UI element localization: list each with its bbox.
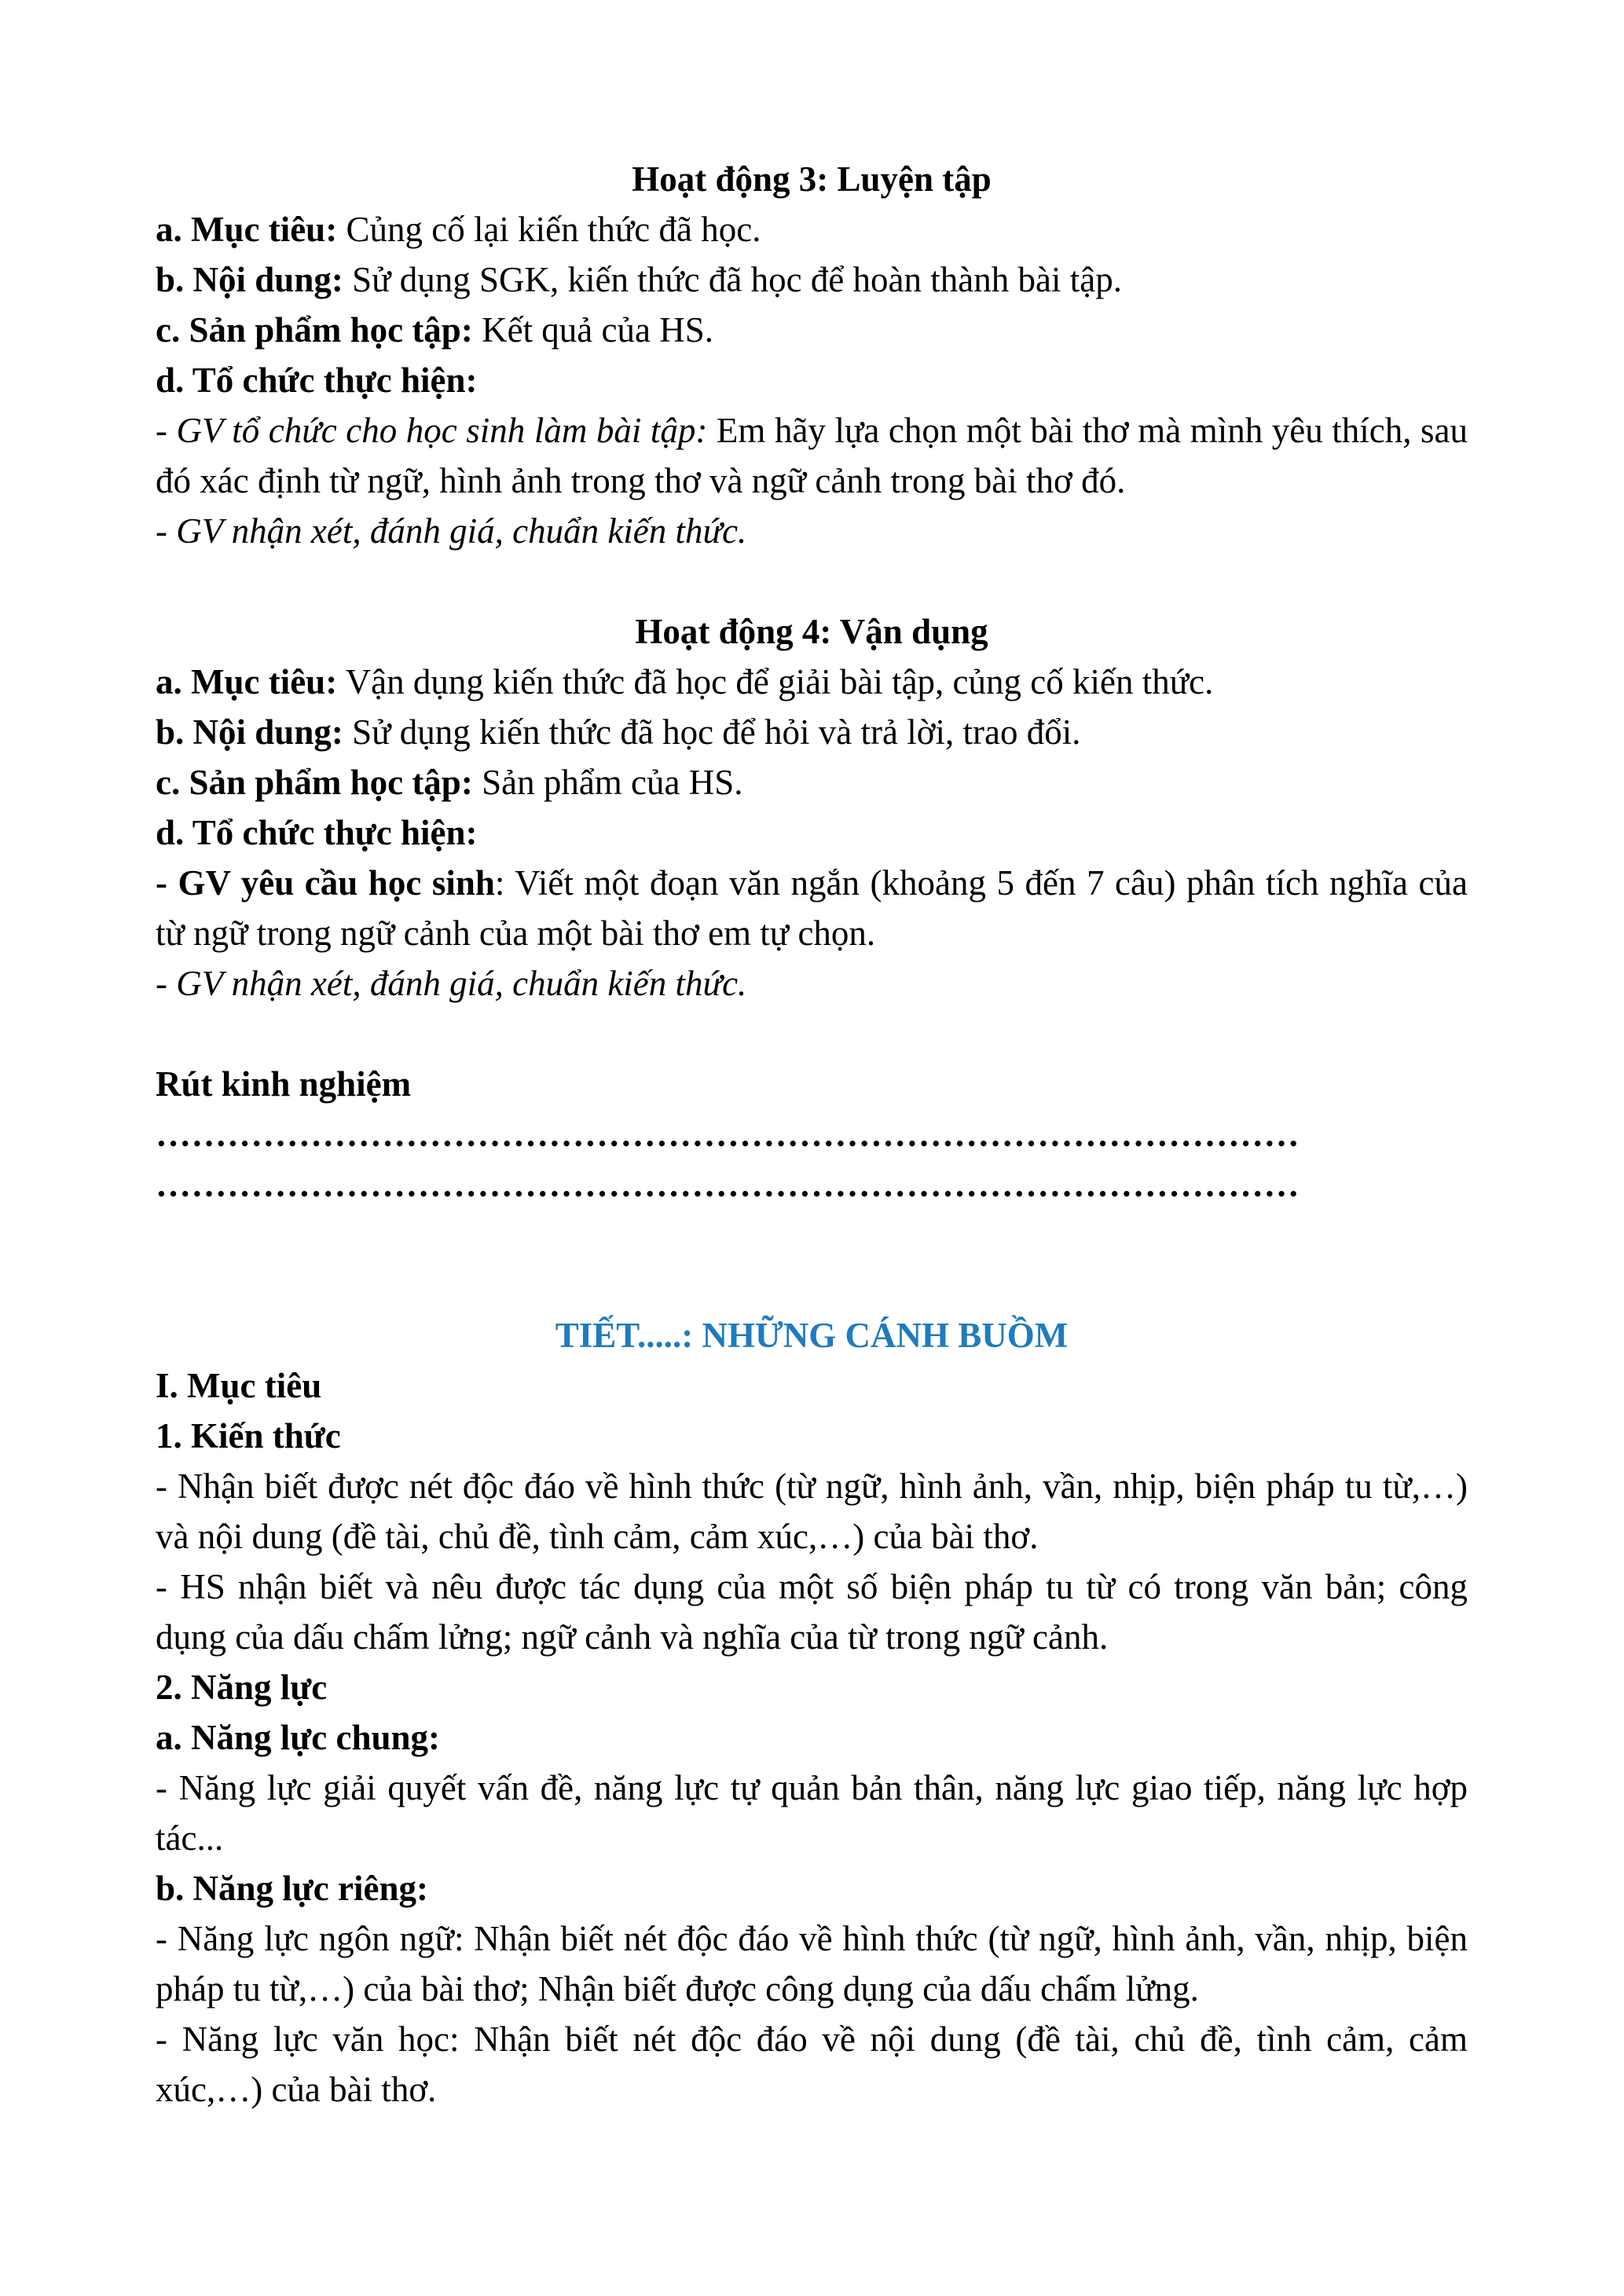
label: b. Nội dung: [156, 260, 343, 299]
general-ability-heading [156, 1712, 1468, 1763]
review-text: - GV nhận xét, đánh giá, chuẩn kiến thức. [156, 511, 747, 551]
label: a. Mục tiêu: [156, 662, 338, 701]
objectives-heading [156, 1360, 1468, 1411]
dotted-line-2: …………………………………………………………………………………… [156, 1165, 1300, 1204]
activity3-content [156, 255, 1468, 305]
activity4-organization [156, 807, 1468, 858]
activity4-objective [156, 657, 1468, 707]
activity3-objective [156, 204, 1468, 255]
text: Vận dụng kiến thức đã học để giải bài tập, củng cố kiến thức. [337, 662, 1214, 701]
activity4-review [156, 958, 1468, 1009]
review-text: - GV nhận xét, đánh giá, chuẩn kiến thức. [156, 964, 747, 1003]
task-lead: - GV yêu cầu học sinh [156, 863, 495, 903]
lesson-title: TIẾT.....: NHỮNG CÁNH BUỒM [555, 1316, 1069, 1355]
document-page [156, 154, 1468, 2115]
label: a. Mục tiêu: [156, 210, 338, 249]
knowledge-item-2: - HS nhận biết và nêu được tác dụng của một số biện pháp tu từ có trong văn bản; công dụng của dấu chấm lửng; ngữ cảnh và nghĩa của từ trong ngữ cảnh. [156, 1567, 1468, 1657]
heading-text: 1. Kiến thức [156, 1416, 341, 1456]
activity4-content [156, 707, 1468, 757]
label: b. Nội dung: [156, 712, 343, 752]
spacer [156, 1210, 1468, 1310]
knowledge-heading [156, 1411, 1468, 1461]
spacer [156, 556, 1468, 606]
dotted-line-1: …………………………………………………………………………………… [156, 1115, 1300, 1154]
heading-text: a. Năng lực chung: [156, 1718, 441, 1757]
text: Củng cố lại kiến thức đã học. [337, 210, 761, 249]
specific-ability-item-2: - Năng lực văn học: Nhận biết nét độc đáo về nội dung (đề tài, chủ đề, tình cảm, cảm xúc,…) của bài thơ. [156, 2020, 1468, 2109]
ability-heading [156, 1662, 1468, 1712]
activity4-heading: Hoạt động 4: Vận dụng [635, 612, 988, 651]
activity3-organization [156, 355, 1468, 405]
activity3-task [156, 405, 1468, 506]
knowledge-item-1: - Nhận biết được nét độc đáo về hình thức (từ ngữ, hình ảnh, vần, nhịp, biện pháp tu từ,…) và nội dung (đề tài, chủ đề, tình cảm, cảm xúc,…) của bài thơ. [156, 1467, 1468, 1556]
task-text: : Viết một đoạn văn ngắn (khoảng 5 đến 7 câu) phân tích nghĩa của từ ngữ trong ngữ cảnh của một bài thơ em tự chọn. [156, 863, 1468, 953]
specific-ability-heading [156, 1863, 1468, 1913]
label: c. Sản phẩm học tập: [156, 310, 473, 350]
text: Kết quả của HS. [472, 310, 713, 350]
activity4-task [156, 858, 1468, 958]
label: d. Tổ chức thực hiện: [156, 813, 478, 852]
activity4-product [156, 757, 1468, 807]
heading-text: Rút kinh nghiệm [156, 1064, 412, 1104]
text: Sử dụng SGK, kiến thức đã học để hoàn thành bài tập. [343, 260, 1122, 299]
activity3-heading: Hoạt động 3: Luyện tập [632, 159, 992, 199]
general-ability-item: - Năng lực giải quyết vấn đề, năng lực tự quản bản thân, năng lực giao tiếp, năng lực hợp tác... [156, 1768, 1468, 1858]
text: Sử dụng kiến thức đã học để hỏi và trả lời, trao đổi. [343, 712, 1081, 752]
text: Sản phẩm của HS. [472, 763, 743, 802]
heading-text: b. Năng lực riêng: [156, 1869, 428, 1908]
specific-ability-item-1: - Năng lực ngôn ngữ: Nhận biết nét độc đáo về hình thức (từ ngữ, hình ảnh, vần, nhịp, biện pháp tu từ,…) của bài thơ; Nhận biết được công dụng của dấu chấm lửng. [156, 1919, 1468, 2009]
activity3-product [156, 305, 1468, 355]
experience-heading [156, 1059, 1468, 1109]
spacer [156, 1009, 1468, 1059]
heading-text: I. Mục tiêu [156, 1366, 322, 1405]
heading-text: 2. Năng lực [156, 1668, 328, 1707]
activity3-review [156, 506, 1468, 556]
task-text: Em hãy lựa chọn một bài thơ mà mình yêu thích, sau đó xác định từ ngữ, hình ảnh trong thơ và ngữ cảnh trong bài thơ đó. [156, 411, 1468, 500]
label: c. Sản phẩm học tập: [156, 763, 473, 802]
label: d. Tổ chức thực hiện: [156, 361, 478, 400]
task-lead: - GV tổ chức cho học sinh làm bài tập: [156, 411, 708, 450]
